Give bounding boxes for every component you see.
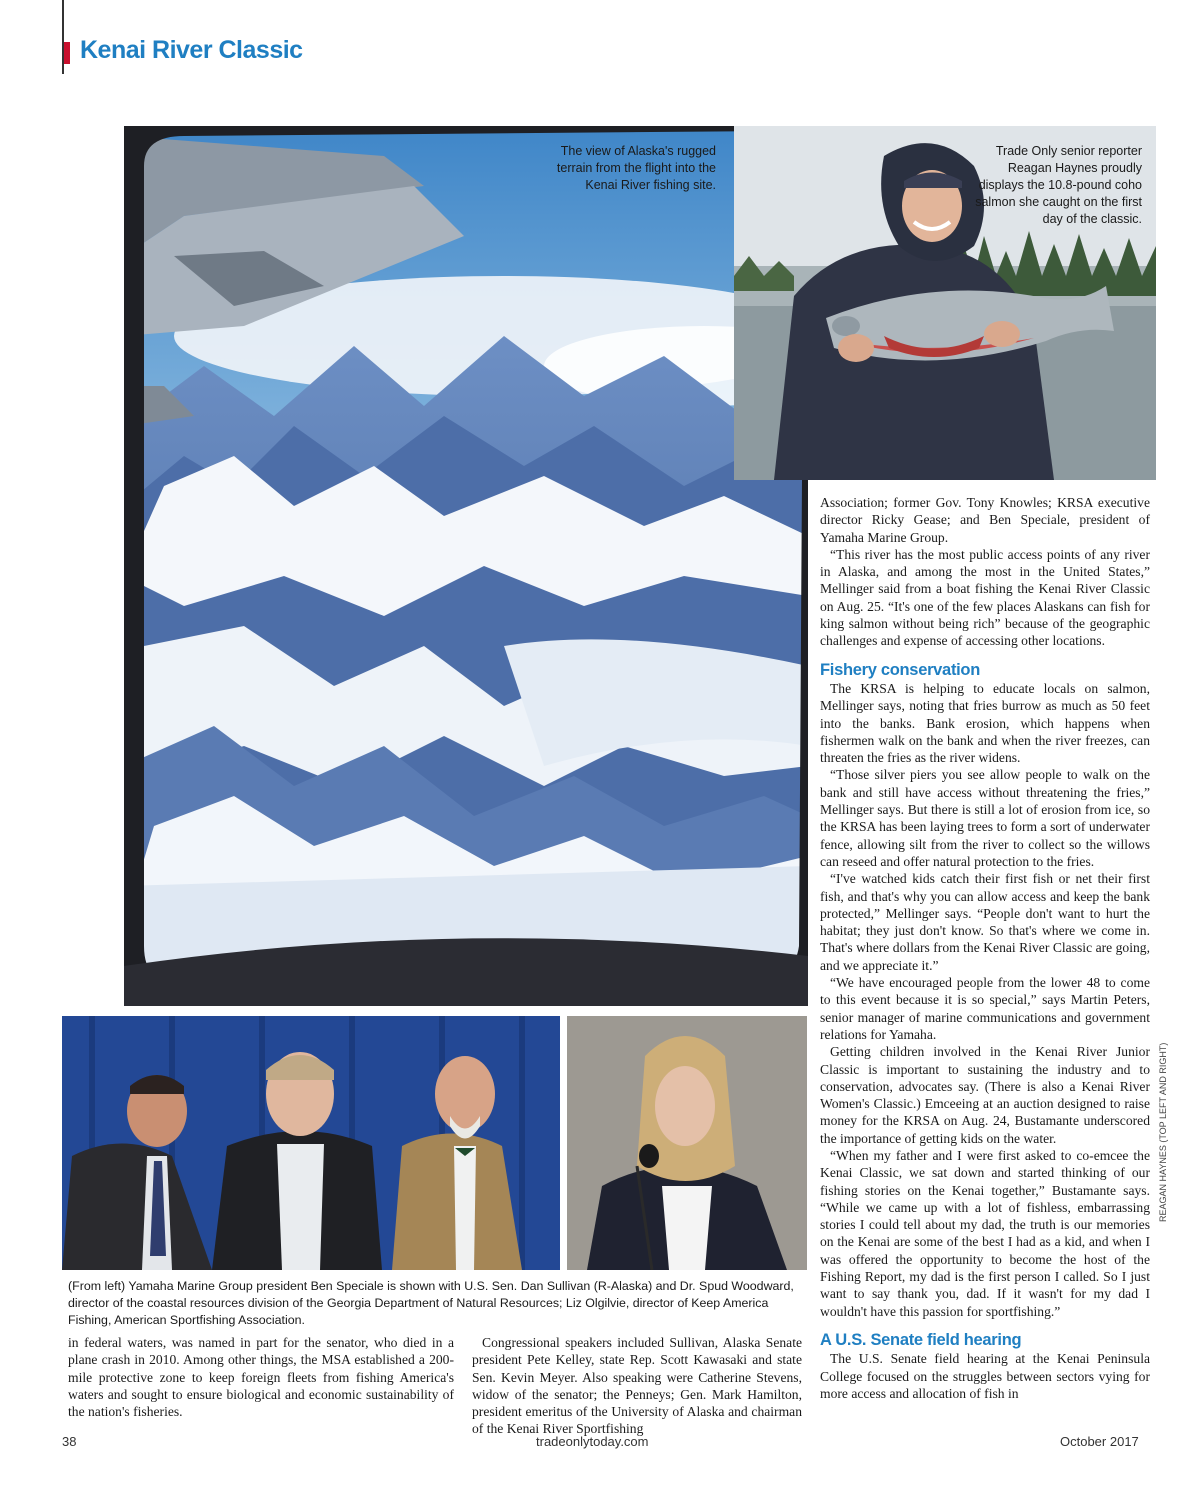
alaska-view-caption: The view of Alaska's rugged terrain from the flight into the Kenai River fishing site. <box>556 144 716 192</box>
right-column-paragraph: “Those silver piers you see allow people to walk on the bank and still have access without threatening the fries,” Mellinger says. But there is still a lot of erosion from ice, so the KRSA has been laying trees to form a sort of underwater fence, allowing silt from the river to collect so the willows can reseed and offer natural protection to the fries. <box>820 767 1150 869</box>
alaska-aerial-photo <box>124 126 808 1006</box>
right-column-paragraph: The KRSA is helping to educate locals on salmon, Mellinger says, noting that fries burrow as much as 50 feet into the banks. Bank erosion, which happens when fishermen walk on the bank and when the river freezes, can threaten the fries as the river widens. <box>820 680 1150 766</box>
group-photo <box>62 1016 560 1270</box>
page-number: 38 <box>62 1434 77 1449</box>
right-column-paragraph: “We have encouraged people from the lower 48 to come to this event because it is so special,” says Martin Peters, senior manager of marine communications and government relations for Yamaha. <box>820 975 1150 1042</box>
section-title: Kenai River Classic <box>80 36 303 64</box>
right-column-paragraph: The U.S. Senate field hearing at the Kenai Peninsula College focused on the struggles between sectors vying for more access and allocation of fish in <box>820 1351 1150 1401</box>
reporter-caption: Trade Only senior reporter Reagan Haynes proudly displays the 10.8-pound coho salmon she caught on the first day of the classic. <box>975 144 1142 226</box>
section-marker <box>64 42 70 64</box>
right-column-paragraph: “When my father and I were first asked to co-emcee the Kenai Classic, we sat down and started thinking of our fishing stories on the Kenai together,” Bustamante says. “While we came up with a lot of fishless, embarrassing stories I could tell about my dad, the truth is our memories on the Kenai are some of the best I had as a kid, and when I was offered the opportunity to become the host of the Fishing Report, my dad is the first person I called. So I just want to say thank you, dad. If it wasn't for my dad I wouldn't have this passion for sportfishing.” <box>820 1147 1150 1319</box>
speaker-photo <box>567 1016 807 1270</box>
middle-column-paragraph: Congressional speakers included Sullivan, Alaska Senate president Pete Kelley, state Rep. Scott Kawasaki and state Sen. Kevin Meyer. Also speaking were Catherine Stevens, widow of the senator; the Penneys; Gen. Mark Hamilton, president emeritus of the University of Alaska and chairman of the Kenai River Sportfishing <box>472 1335 802 1437</box>
left-column-paragraph: in federal waters, was named in part for the senator, who died in a plane crash in 2010. Among other things, the MSA established a 200-mile protective zone to keep foreign fleets from fishing America's waters and sought to ensure biological and economic sustainability of the nation's fisheries. <box>68 1335 454 1420</box>
left-column <box>68 1334 454 1420</box>
footer-website: tradeonlytoday.com <box>536 1434 649 1449</box>
middle-column <box>472 1334 802 1438</box>
subheading-fishery-conservation: Fishery conservation <box>820 660 980 679</box>
footer-issue-date: October 2017 <box>1060 1434 1139 1449</box>
right-column-paragraph: “I've watched kids catch their first fish or net their first fish, and that's why you can allow access and keep the bank protected,” Mellinger says. “People don't want to hurt the habitat; they just don't know. So that's where we come in. That's where dollars from the Kenai River Classic are going, and we appreciate it.” <box>820 871 1150 973</box>
subheading-senate-hearing: A U.S. Senate field hearing <box>820 1330 1022 1349</box>
right-column-paragraph: “This river has the most public access points of any river in Alaska, and among the most in the United States,” Mellinger said from a boat fishing the Kenai River Classic on Aug. 25. “It's one of the few places Alaskans can fish for king salmon without being rich” because of the geographic challenges and expense of accessing other locations. <box>820 546 1150 649</box>
photo-credit: REAGAN HAYNES (TOP LEFT AND RIGHT) <box>1158 1042 1168 1222</box>
right-column-paragraph: Association; former Gov. Tony Knowles; KRSA executive director Ricky Gease; and Ben Speciale, president of Yamaha Marine Group. <box>820 495 1150 545</box>
right-column <box>820 494 1150 1402</box>
group-caption: (From left) Yamaha Marine Group president Ben Speciale is shown with U.S. Sen. Dan Sullivan (R-Alaska) and Dr. Spud Woodward, director of the coastal resources division of the Georgia Department of Natural Resources; Liz Olgilvie, director of Keep America Fishing, American Sportfishing Association. <box>68 1279 794 1327</box>
right-column-paragraph: Getting children involved in the Kenai River Junior Classic is important to sustaining the industry and to conservation, advocates say. (There is also a Kenai River Women's Classic.) Emceeing at an auction designed to raise money for the KRSA on Aug. 24, Bustamante underscored the importance of getting kids on the water. <box>820 1044 1150 1146</box>
